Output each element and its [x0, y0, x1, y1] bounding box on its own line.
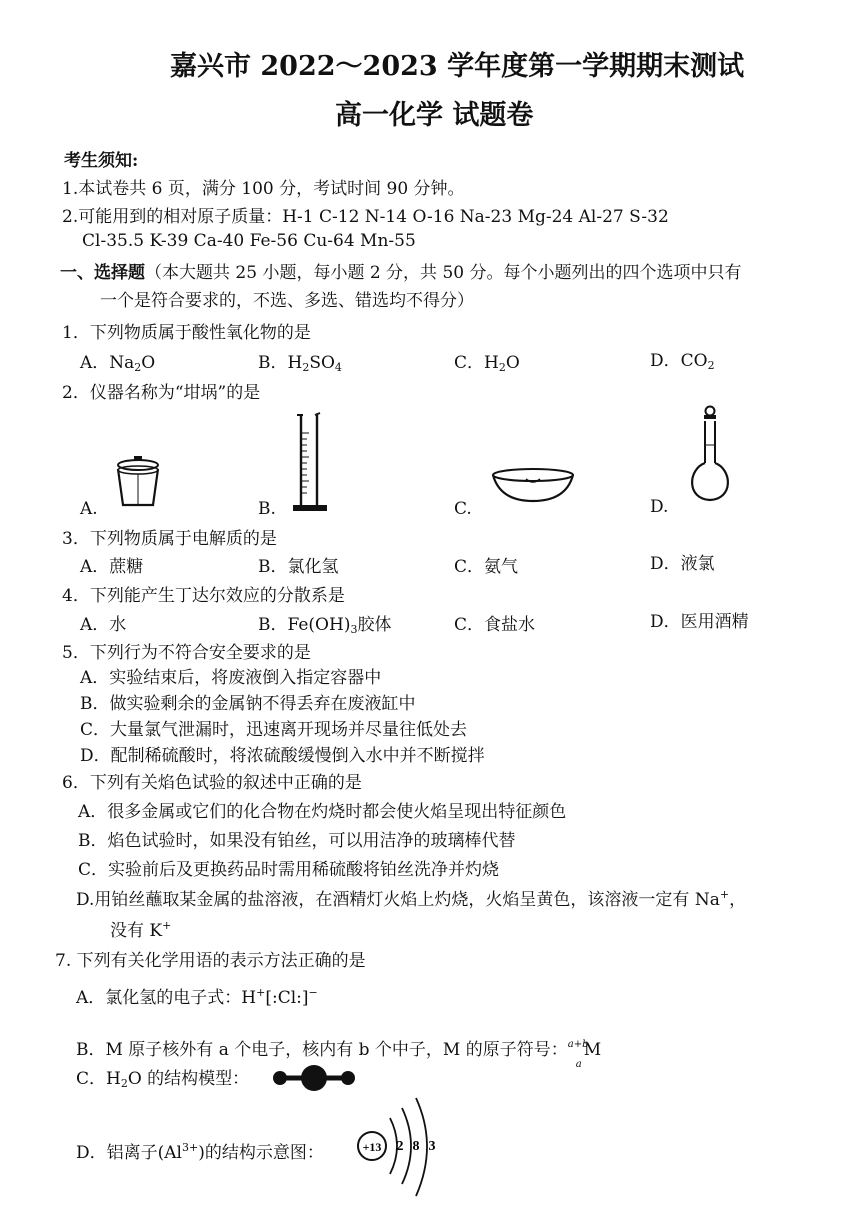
- q6-option-d-cont: 没有 K+: [110, 919, 172, 941]
- q4-option-d: D．医用酒精: [650, 612, 749, 632]
- question-2-stem: 2．仪器名称为“坩埚”的是: [62, 383, 261, 403]
- q3-option-c: C．氨气: [454, 557, 519, 577]
- shell-2-count: 8: [412, 1139, 420, 1154]
- question-3-stem: 3．下列物质属于电解质的是: [62, 529, 277, 549]
- q2-option-d: D.: [650, 497, 669, 517]
- q6-option-d: D.用铂丝蘸取某金属的盐溶液，在酒精灯火焰上灼烧，火焰呈黄色，该溶液一定有 Na+，: [76, 888, 747, 910]
- q4-option-a: A．水: [80, 615, 127, 635]
- crucible-icon: [108, 455, 168, 513]
- page-subtitle: 高一化学 试题卷: [335, 100, 534, 131]
- section-desc-cont: 一个是符合要求的，不选、多选、错选均不得分）: [100, 291, 474, 311]
- question-6-stem: 6．下列有关焰色试验的叙述中正确的是: [62, 773, 362, 793]
- q2-option-b: B.: [258, 499, 276, 519]
- section-desc: （本大题共 25 小题，每小题 2 分，共 50 分。每个小题列出的四个选项中只有: [145, 263, 742, 283]
- notice-item-2-cont: Cl-35.5 K-39 Ca-40 Fe-56 Cu-64 Mn-55: [82, 231, 416, 251]
- q1-option-a: A．$Na_2O$: [80, 353, 156, 374]
- q7-option-a: A．氯化氢的电子式：H+[:Cl:]−: [76, 986, 318, 1008]
- question-4-stem: 4．下列能产生丁达尔效应的分散系是: [62, 586, 345, 606]
- section-label: 一、选择题: [60, 263, 145, 283]
- q4-option-c: C．食盐水: [454, 615, 536, 635]
- q2-option-c: C.: [454, 499, 472, 519]
- water-molecule-model-icon: [272, 1066, 356, 1094]
- section-heading: [60, 262, 742, 284]
- q5-option-a: A．实验结束后，将废液倒入指定容器中: [80, 668, 382, 688]
- q5-option-c: C．大量氯气泄漏时，迅速离开现场并尽量往低处去: [80, 720, 468, 740]
- q1-option-b: B．$H_2SO_4$: [258, 353, 342, 374]
- question-7-stem: 7. 下列有关化学用语的表示方法正确的是: [55, 951, 366, 971]
- q6-option-c: C．实验前后及更换药品时需用稀硫酸将铂丝洗净并灼烧: [78, 860, 500, 880]
- q5-option-b: B．做实验剩余的金属钠不得丢弃在废液缸中: [80, 694, 416, 714]
- q1-option-d: D．$CO_2$: [650, 351, 715, 372]
- notice-heading: 考生须知:: [64, 151, 139, 171]
- q6-option-a: A．很多金属或它们的化合物在灼烧时都会使火焰呈现出特征颜色: [78, 802, 567, 822]
- notice-item-1: 1.本试卷共 6 页，满分 100 分，考试时间 90 分钟。: [62, 179, 465, 199]
- evaporating-dish-icon: [490, 467, 576, 507]
- q5-option-d: D．配制稀硫酸时，将浓硫酸缓慢倒入水中并不断搅拌: [80, 746, 485, 766]
- page-title: 嘉兴市 2022～2023 学年度第一学期期末测试: [170, 51, 745, 82]
- q1-option-c: C．$H_2O$: [454, 353, 520, 374]
- shell-1-count: 2: [396, 1139, 404, 1154]
- notice-item-2: 2.可能用到的相对原子质量：H-1 C-12 N-14 O-16 Na-23 Mg-24 Al-27 S-32: [62, 207, 669, 227]
- question-5-stem: 5．下列行为不符合安全要求的是: [62, 643, 311, 663]
- q7-option-b: B．M 原子核外有 a 个电子，核内有 b 个中子，M 的原子符号： a+b a M: [76, 1039, 602, 1070]
- q7-option-c: C．$H_2O$ 的结构模型：: [76, 1069, 250, 1090]
- nucleus-charge: +13: [362, 1140, 382, 1154]
- q3-option-a: A．蔗糖: [80, 557, 144, 577]
- q2-option-a: A.: [80, 499, 98, 519]
- q6-option-b: B．焰色试验时，如果没有铂丝，可以用洁净的玻璃棒代替: [78, 831, 516, 851]
- q3-option-d: D．液氯: [650, 554, 715, 574]
- aluminum-ion-structure-diagram: [356, 1098, 456, 1208]
- q7-option-d: D．铝离子$(Al^{3+})$的结构示意图：: [76, 1141, 324, 1163]
- question-1-stem: 1．下列物质属于酸性氧化物的是: [62, 323, 311, 343]
- volumetric-flask-icon: [684, 405, 742, 507]
- graduated-cylinder-icon: [293, 413, 333, 515]
- q4-option-b: B．$Fe(OH)_3$胶体: [258, 615, 392, 636]
- q3-option-b: B．氯化氢: [258, 557, 339, 577]
- shell-3-count: 3: [428, 1139, 436, 1154]
